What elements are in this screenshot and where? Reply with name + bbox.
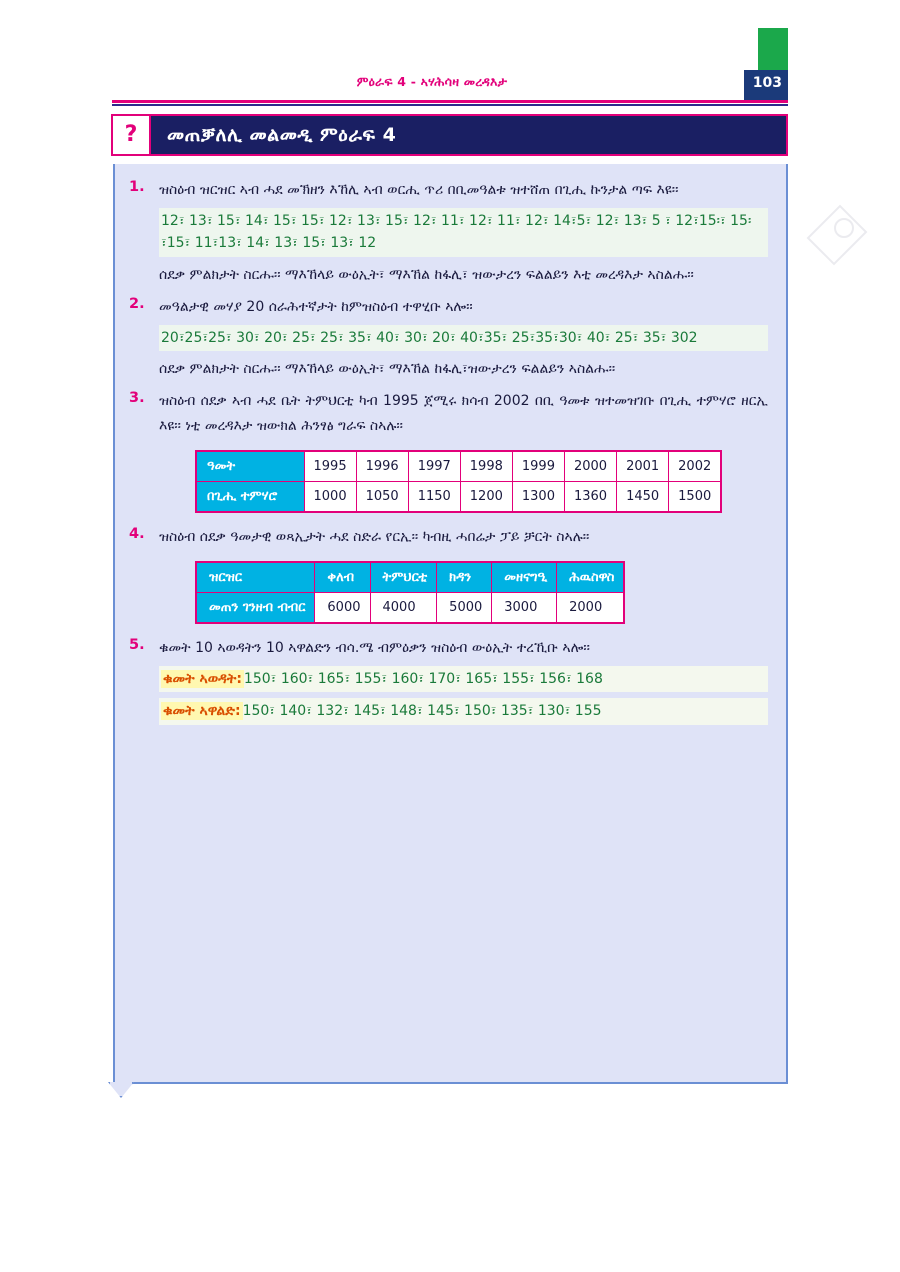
question-body	[159, 389, 768, 520]
enrollment-table-wrap	[195, 450, 768, 513]
table-cell: 1300	[512, 481, 564, 512]
boys-height-values: 150፣ 160፣ 165፣ 155፣ 160፣ 170፣ 165፣ 155፣ 156፣ 168	[243, 670, 603, 687]
table-cell: 2001	[617, 451, 669, 482]
data-values: 20፣25፣25፣ 30፣ 20፣ 25፣ 25፣ 35፣ 40፣ 30፣ 20፣ 40፣35፣ 25፣35፣30፣ 40፣ 25፣ 35፣ 302	[159, 325, 768, 351]
panel-bottom-notch	[108, 1082, 134, 1098]
table-cell: 3000	[492, 592, 557, 623]
question-body	[159, 178, 768, 291]
table-cell: 1050	[356, 481, 408, 512]
enrollment-table	[195, 450, 722, 513]
table-cell: 1998	[460, 451, 512, 482]
table-cell: 1996	[356, 451, 408, 482]
list-item	[129, 295, 768, 386]
table-cell: 1000	[304, 481, 356, 512]
question-note: ሰደቃ ምልክታት ስርሑ፡፡ ማእኸላይ ውዕኢት፣ ማእኸል ከፋሊ፣ ዝውታረን ፍልልይን እቲ መረዳእታ ኣስልሑ፡፡	[159, 266, 694, 283]
table-cell: 1360	[564, 481, 616, 512]
table-cell: 6000	[315, 592, 370, 623]
table-cell: 1200	[460, 481, 512, 512]
question-text: ዝስዕብ ሰደቃ ዓመታዊ ወጻኢታት ሓደ ስድራ የርኢ፡፡ ካብዚ ሓበሬታ ፓይ ቻርት ስኣሉ፡፡	[159, 528, 590, 545]
header-title: ምዕራፍ 4 - ኣሃሕሳዛ መረዳእታ	[356, 74, 508, 89]
table-cell: 1997	[408, 451, 460, 482]
table-cell: 1999	[512, 451, 564, 482]
girls-height-values: 150፣ 140፣ 132፣ 145፣ 148፣ 145፣ 150፣ 135፣ 130፣ 155	[242, 703, 602, 720]
question-text: ዝስዕብ ዝርዝር ኣብ ሓደ መኽዘን እኸሊ ኣብ ወርሒ ጥሪ በቢመዓልቱ ዝተሸጠ በጊሒ ኩንታል ጣፍ እዩ፡፡	[159, 182, 679, 198]
table-row-header: መጠን ገንዘብ ብብር	[196, 592, 315, 623]
question-body	[159, 636, 768, 731]
section-banner	[113, 114, 788, 156]
decorative-corner-icon	[800, 196, 874, 270]
table-column-header: ዝርዝር	[196, 562, 315, 593]
expenses-table	[195, 561, 625, 624]
question-number: 2.	[129, 295, 145, 312]
question-text: መዓልታዊ መሃያ 20 ሰራሕተኛታት ከምዝስዕብ ተዋሂቡ ኣሎ፡፡	[159, 298, 473, 315]
table-row	[196, 481, 721, 512]
list-item	[129, 636, 768, 731]
table-cell: 1500	[669, 481, 722, 512]
table-column-header: መዘናግዒ	[492, 562, 557, 593]
header-divider-blue	[112, 104, 788, 106]
table-column-header: ትምህርቲ	[370, 562, 437, 593]
question-mark-icon	[111, 114, 151, 156]
question-body	[159, 295, 768, 386]
list-item	[129, 525, 768, 632]
table-cell: 1150	[408, 481, 460, 512]
question-number: 4.	[129, 525, 145, 542]
expenses-table-wrap	[195, 561, 768, 624]
table-column-header: ቀለብ	[315, 562, 370, 593]
table-cell: 2000	[564, 451, 616, 482]
page-number: 103	[752, 75, 782, 91]
table-row-header: በጊሒ ተምሃሮ	[196, 481, 304, 512]
table-column-header: ሕዉስዋስ	[557, 562, 625, 593]
table-cell: 5000	[437, 592, 492, 623]
question-body	[159, 525, 768, 632]
header-divider-pink	[112, 100, 788, 103]
section-title: መጠቓለሊ መልመዲ ምዕራፍ 4	[167, 124, 397, 146]
list-item	[129, 178, 768, 291]
table-row	[196, 562, 624, 593]
question-number: 3.	[129, 390, 145, 407]
question-mark-glyph: ?	[124, 122, 138, 147]
exercise-panel	[113, 164, 788, 1084]
table-cell: 1995	[304, 451, 356, 482]
question-note: ሰደቃ ምልክታት ስርሑ፡፡ ማእኸላይ ውዕኢት፣ ማእኸል ከፋሊ፣ዝውታረን ፍልልይን ኣስልሑ፡፡	[159, 361, 616, 378]
question-text: ዝስዕብ ሰደቃ ኣብ ሓደ ቤት ትምህርቲ ካብ 1995 ጀሚሩ ክሳብ 2002 በቢ ዓመቱ ዝተመዝገቡ በጊሒ ተምሃሮ ዘርኢ እዩ፡፡ ነቲ መረዳእታ ዝውክል ሕንፃፅ ግራፍ ስኣሉ፡፡	[159, 393, 768, 434]
question-number: 1.	[129, 179, 145, 195]
table-row-header: ዓመት	[196, 451, 304, 482]
boys-height-row	[159, 666, 768, 692]
list-item	[129, 389, 768, 520]
question-text: ቁመት 10 ኣወዳትን 10 ኣዋልድን ብሳ.ሜ ብምዕቃን ዝስዕብ ውዕኢት ተረኺቡ ኣሎ፡፡	[159, 639, 590, 656]
table-cell: 2000	[557, 592, 625, 623]
table-column-header: ክዳን	[437, 562, 492, 593]
girls-height-label: ቁመት ኣዋልድ:	[163, 703, 241, 720]
table-row	[196, 592, 624, 623]
table-cell: 2002	[669, 451, 722, 482]
data-values: 12፣ 13፣ 15፣ 14፣ 15፣ 15፣ 12፣ 13፣ 15፣ 12፣ 11፣ 12፣ 11፣ 12፣ 14፣5፣ 12፣ 13፣ 5 ፣ 12፣15፡፣ 15፡፣15፣ 11፣13፣ 14፣ 13፣ 15፣ 13፣ 12	[159, 208, 768, 257]
page-header	[112, 74, 788, 104]
girls-height-row	[159, 698, 768, 724]
boys-height-label: ቁመት ኣወዳት:	[163, 670, 242, 687]
table-cell: 4000	[370, 592, 437, 623]
table-row	[196, 451, 721, 482]
table-cell: 1450	[617, 481, 669, 512]
question-list	[115, 164, 790, 745]
question-number: 5.	[129, 636, 145, 653]
